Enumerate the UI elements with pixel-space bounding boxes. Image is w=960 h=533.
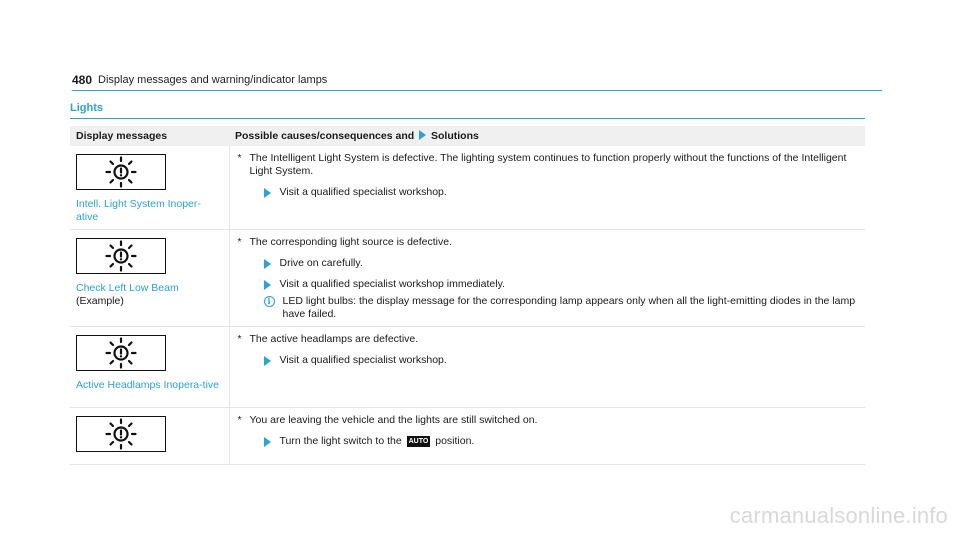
cause-text: You are leaving the vehicle and the lights are still switched on. xyxy=(249,414,538,426)
solution-arrow-icon xyxy=(264,259,271,269)
info-icon: i xyxy=(264,296,275,307)
table-row xyxy=(70,408,865,465)
solution-item xyxy=(236,186,860,199)
cause-text: The active headlamps are defective. xyxy=(249,333,419,345)
page-header xyxy=(72,74,882,91)
solution-text: Visit a qualified specialist workshop immediately. xyxy=(279,278,505,290)
solution-item xyxy=(236,435,860,448)
display-message-cell xyxy=(70,327,229,408)
solution-text: Visit a qualified specialist workshop. xyxy=(279,186,447,198)
table-header-row xyxy=(70,126,865,146)
cause-solution-cell xyxy=(229,230,865,327)
solution-item xyxy=(236,354,860,367)
solution-text: Visit a qualified specialist workshop. xyxy=(279,354,447,366)
solution-arrow-icon xyxy=(264,280,271,290)
page-title: Display messages and warning/indicator lamps xyxy=(98,74,328,86)
cause-solution-cell xyxy=(229,327,865,408)
table-row xyxy=(70,327,865,408)
page-number: 480 xyxy=(72,73,93,87)
exterior-lighting-fault-icon xyxy=(76,238,166,274)
exterior-lighting-fault-icon xyxy=(76,335,166,371)
display-messages-table xyxy=(70,126,865,465)
display-message-text: Intell. Light System Inoper-ative xyxy=(76,198,201,223)
solution-arrow-icon xyxy=(264,437,271,447)
exterior-lighting-fault-icon xyxy=(76,154,166,190)
exterior-lighting-fault-icon xyxy=(76,416,166,452)
table-row xyxy=(70,230,865,327)
cause-item: * You are leaving the vehicle and the lights are still switched on. xyxy=(237,414,538,426)
cause-solution-cell xyxy=(229,146,865,230)
table-row xyxy=(70,146,865,230)
watermark: carmanualsonline.info xyxy=(729,503,948,528)
cause-text: The Intelligent Light System is defective. The lighting system continues to function properly without the functions of the Intelligent Light System. xyxy=(249,152,847,177)
display-message-cell xyxy=(70,230,229,327)
auto-light-switch-icon: AUTO xyxy=(408,438,429,445)
solution-arrow-icon xyxy=(264,188,271,198)
cause-item: * The corresponding light source is defective. xyxy=(237,236,453,248)
solution-arrow-icon xyxy=(264,356,271,366)
display-message-cell xyxy=(70,408,229,465)
example-note: (Example) xyxy=(76,295,124,307)
section-title: Lights xyxy=(70,102,865,119)
column-header-display-messages: Display messages xyxy=(70,126,229,146)
info-text: LED light bulbs: the display message for the corresponding lamp appears only when all the light-emitting diodes in the lamp have failed. xyxy=(282,295,856,320)
display-message-text: Check Left Low Beam (Example) xyxy=(76,282,179,307)
solution-arrow-icon xyxy=(419,130,426,140)
solution-text: Drive on carefully. xyxy=(279,257,363,269)
cause-solution-cell xyxy=(229,408,865,465)
solution-item xyxy=(236,257,860,270)
display-message-cell xyxy=(70,146,229,230)
info-note xyxy=(236,295,860,321)
cause-item: * The Intelligent Light System is defective. The lighting system continues to function properly without the functions of the Intelligent Light System. xyxy=(236,152,860,178)
cause-item: * The active headlamps are defective. xyxy=(237,333,419,345)
solution-item xyxy=(236,278,860,291)
solution-text: Turn the light switch to the AUTO position. xyxy=(279,435,475,447)
column-header-causes-solutions: Possible causes/consequences and Solutions xyxy=(229,126,865,146)
cause-text: The corresponding light source is defective. xyxy=(249,236,453,248)
display-message-text: Active Headlamps Inopera-tive xyxy=(76,379,219,391)
